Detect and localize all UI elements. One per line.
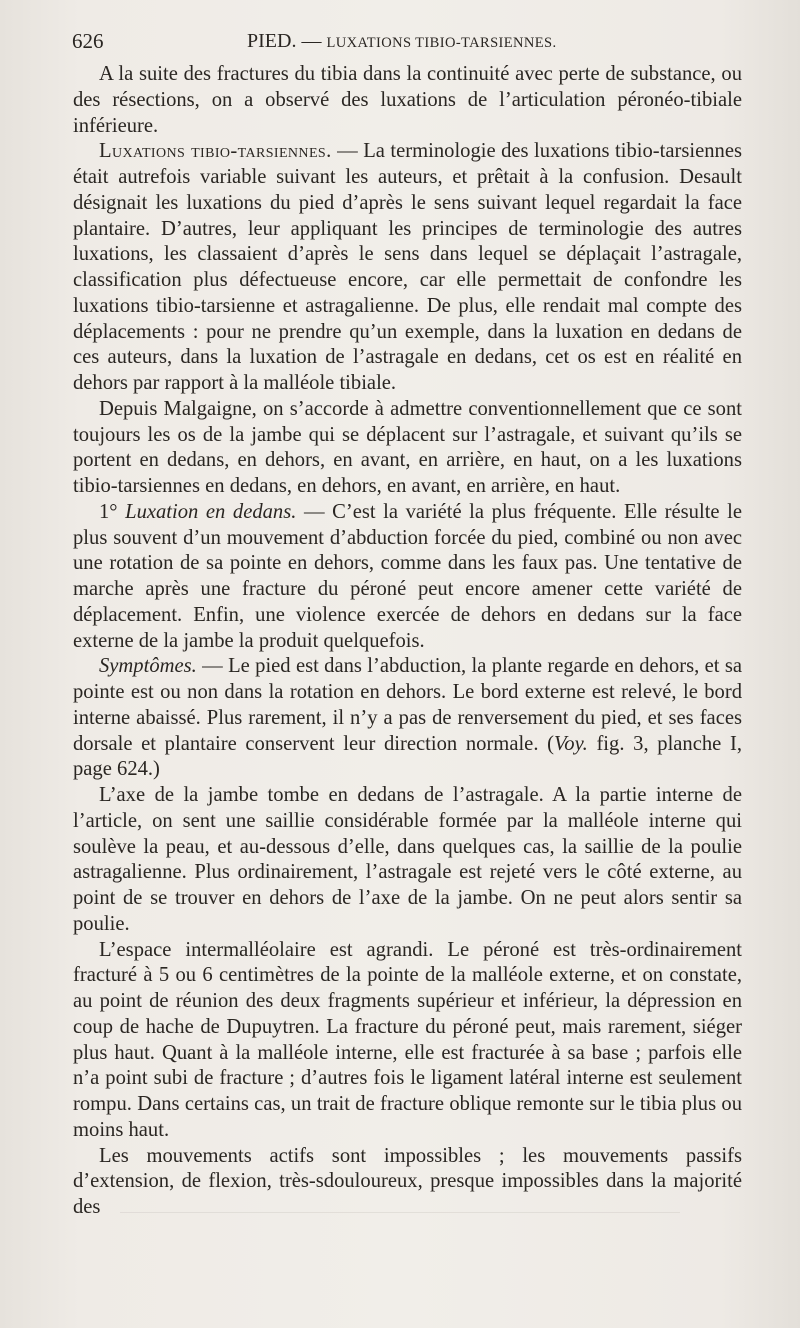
running-title-subtitle: LUXATIONS TIBIO-TARSIENNES. xyxy=(326,35,557,51)
paragraph-text: Les mouvements actifs sont impossibles ; les mouvements passifs d’extension, de flexion, très-sdouloureux, presque impossibles dans la majorité des xyxy=(73,1144,742,1218)
running-title-main: PIED. xyxy=(247,30,297,52)
bleed-through-footer xyxy=(120,1212,680,1227)
paragraph-mouvements xyxy=(73,1144,742,1221)
running-title-separator: — xyxy=(296,30,327,52)
paragraph-peroneo-tibiale xyxy=(73,62,742,139)
paragraph-text: L’axe de la jambe tombe en dedans de l’astragale. A la partie interne de l’article, on sent une saillie considérable formée par la malléole interne qui soulève la peau, et au-dessous d’elle, dans quelques cas, la saillie de la poulie astragalienne. Plus ordinairement, l’astragale est rejeté vers le côté externe, au point de se trouver en dehors de l’axe de la jambe. On ne peut alors sentir sa poulie. xyxy=(73,784,742,935)
paragraph-luxation-en-dedans xyxy=(73,500,742,655)
section-heading-luxations-tibio-tarsiennes: Luxations tibio-tarsiennes. xyxy=(99,140,332,163)
paragraph-text: — Le pied est dans l’abduction, la plante regarde en dehors, et sa pointe est ou non dans la rotation en dehors. Le bord externe est relevé, le bord interne abaissé. Plus rarement, il n’y a pas de renversement du pied, et ses faces dorsale et plantaire conservent leur direction normale. ( xyxy=(73,655,742,755)
figure-reference-voy: Voy. xyxy=(554,732,588,755)
paragraph-text: — La terminologie des luxations tibio-tarsiennes était autrefois variable suivant les auteurs, et prêtait à la confusion. Desault désignait les luxations du pied d’après le sens suivant lequel regardait la face plantaire. D’autres, leur appliquant les principes de terminologie des autres luxations, les classaient d’après le sens dans lequel se déplaçait l’astragale, classification plus défectueuse encore, car elle permettait de confondre les luxations tibio-tarsienne et astragalienne. De plus, elle rendait mal compte des déplacements : pour ne prendre qu’un exemple, dans la luxation en dedans de ces auteurs, dans la luxation de l’astragale en dedans, cet os est en réalité en dehors par rapport à la malléole tibiale. xyxy=(73,140,743,394)
page-number: 626 xyxy=(72,29,104,53)
paragraph-depuis-malgaigne xyxy=(73,397,742,500)
paragraph-symptomes xyxy=(73,654,742,783)
paragraph-luxations-tibio-tarsiennes xyxy=(73,139,742,397)
section-heading-symptomes: Symptômes. xyxy=(99,655,197,678)
paragraph-axe-de-la-jambe xyxy=(73,783,742,938)
paragraph-text: A la suite des fractures du tibia dans la continuité avec perte de substance, ou des résections, on a observé des luxations de l’articulation péronéo-tibiale inférieure. xyxy=(73,63,742,137)
running-header xyxy=(72,26,742,56)
running-title xyxy=(247,26,557,58)
paragraph-espace-intermalleolaire xyxy=(73,938,742,1144)
figure-reference-text: fig. 3, planche I, page 624.) xyxy=(73,732,742,781)
paragraph-text: Depuis Malgaigne, on s’accorde à admettre conventionnellement que ce sont toujours les os de la jambe qui se déplacent sur l’astragale, et suivant qu’ils se portent en dedans, en dehors, en avant, en arrière, en haut, on a les luxations tibio-tarsiennes en dedans, en dehors, en avant, en arrière, en haut. xyxy=(73,397,742,497)
section-heading-luxation-en-dedans: Luxation en dedans. xyxy=(125,500,297,523)
section-number: 1° xyxy=(99,500,126,523)
body-text xyxy=(73,62,742,1221)
paragraph-text: — C’est la variété la plus fréquente. Elle résulte le plus souvent d’un mouvement d’abduction forcée du pied, combiné ou non avec une rotation de sa pointe en dehors, comme dans les faux pas. Une tentative de marche après une fracture du péroné peut encore amener cette variété de déplacement. Enfin, une violence exercée de dehors en dedans sur la face externe de la jambe la produit quelquefois. xyxy=(73,500,742,652)
paragraph-text: L’espace intermalléolaire est agrandi. Le péroné est très-ordinairement fracturé à 5 ou 6 centimètres de la pointe de la malléole externe, et on constate, au point de réunion des deux fragments supérieur et inférieur, la dépression en coup de hache de Dupuytren. La fracture du péroné peut, mais rarement, siéger plus haut. Quant à la malléole interne, elle est fracturée à sa base ; parfois elle n’a point subi de fracture ; d’autres fois le ligament latéral interne est seulement rompu. Dans certains cas, un trait de fracture oblique remonte sur le tibia plus ou moins haut. xyxy=(73,938,742,1141)
